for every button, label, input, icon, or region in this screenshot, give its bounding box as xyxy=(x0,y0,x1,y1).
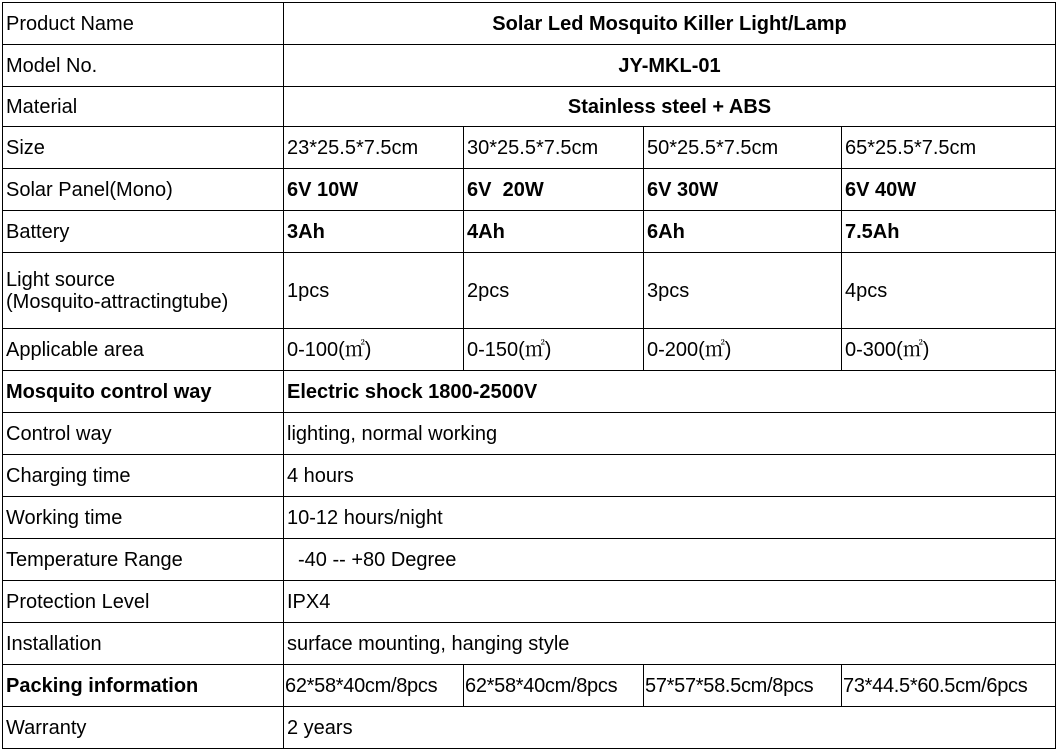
label-light-source-line2: (Mosquito-attractingtube) xyxy=(6,290,229,313)
value-light-source-2: 2pcs xyxy=(464,253,644,329)
row-warranty xyxy=(3,707,1056,749)
row-charging-time xyxy=(3,455,1056,497)
value-temperature: -40 -- +80 Degree xyxy=(284,539,1056,581)
value-battery-2: 4Ah xyxy=(464,211,644,253)
value-size-1: 23*25.5*7.5cm xyxy=(284,127,464,169)
label-light-source-line1: Light source xyxy=(6,268,115,291)
row-size xyxy=(3,127,1056,169)
label-working-time: Working time xyxy=(3,497,284,539)
row-material xyxy=(3,87,1056,127)
label-product-name: Product Name xyxy=(3,3,284,45)
label-applicable-area: Applicable area xyxy=(3,329,284,371)
row-packing xyxy=(3,665,1056,707)
value-size-2: 30*25.5*7.5cm xyxy=(464,127,644,169)
value-warranty: 2 years xyxy=(284,707,1056,749)
product-spec-table xyxy=(2,2,1056,749)
value-applicable-area-2: 0-150(㎡) xyxy=(464,329,644,371)
label-battery: Battery xyxy=(3,211,284,253)
value-solar-panel-1: 6V 10W xyxy=(284,169,464,211)
row-temperature xyxy=(3,539,1056,581)
value-installation: surface mounting, hanging style xyxy=(284,623,1056,665)
value-product-name: Solar Led Mosquito Killer Light/Lamp xyxy=(284,3,1056,45)
row-solar-panel xyxy=(3,169,1056,211)
label-installation: Installation xyxy=(3,623,284,665)
value-applicable-area-3: 0-200(㎡) xyxy=(644,329,842,371)
label-control-way: Control way xyxy=(3,413,284,455)
value-applicable-area-4: 0-300(㎡) xyxy=(842,329,1056,371)
value-model: JY-MKL-01 xyxy=(284,45,1056,87)
value-control-way: lighting, normal working xyxy=(284,413,1056,455)
value-material: Stainless steel + ABS xyxy=(284,87,1056,127)
row-working-time xyxy=(3,497,1056,539)
label-mosquito-control: Mosquito control way xyxy=(3,371,284,413)
value-applicable-area-1: 0-100(㎡) xyxy=(284,329,464,371)
value-light-source-1: 1pcs xyxy=(284,253,464,329)
label-light-source xyxy=(3,253,284,329)
value-battery-3: 6Ah xyxy=(644,211,842,253)
label-material: Material xyxy=(3,87,284,127)
value-charging-time: 4 hours xyxy=(284,455,1056,497)
row-applicable-area xyxy=(3,329,1056,371)
row-light-source xyxy=(3,253,1056,329)
value-packing-3: 57*57*58.5cm/8pcs xyxy=(644,665,842,707)
value-packing-4: 73*44.5*60.5cm/6pcs xyxy=(842,665,1056,707)
row-protection xyxy=(3,581,1056,623)
row-model xyxy=(3,45,1056,87)
value-mosquito-control: Electric shock 1800-2500V xyxy=(284,371,1056,413)
row-control-way xyxy=(3,413,1056,455)
label-solar-panel: Solar Panel(Mono) xyxy=(3,169,284,211)
label-size: Size xyxy=(3,127,284,169)
value-packing-2: 62*58*40cm/8pcs xyxy=(464,665,644,707)
row-battery xyxy=(3,211,1056,253)
value-light-source-3: 3pcs xyxy=(644,253,842,329)
value-size-4: 65*25.5*7.5cm xyxy=(842,127,1056,169)
row-product-name xyxy=(3,3,1056,45)
label-warranty: Warranty xyxy=(3,707,284,749)
value-working-time: 10-12 hours/night xyxy=(284,497,1056,539)
row-installation xyxy=(3,623,1056,665)
label-packing: Packing information xyxy=(3,665,284,707)
label-model: Model No. xyxy=(3,45,284,87)
value-solar-panel-4: 6V 40W xyxy=(842,169,1056,211)
label-protection: Protection Level xyxy=(3,581,284,623)
label-charging-time: Charging time xyxy=(3,455,284,497)
value-size-3: 50*25.5*7.5cm xyxy=(644,127,842,169)
value-solar-panel-3: 6V 30W xyxy=(644,169,842,211)
value-battery-4: 7.5Ah xyxy=(842,211,1056,253)
row-mosquito-control xyxy=(3,371,1056,413)
value-battery-1: 3Ah xyxy=(284,211,464,253)
label-temperature: Temperature Range xyxy=(3,539,284,581)
value-light-source-4: 4pcs xyxy=(842,253,1056,329)
value-packing-1: 62*58*40cm/8pcs xyxy=(284,665,464,707)
value-protection: IPX4 xyxy=(284,581,1056,623)
value-solar-panel-2: 6V 20W xyxy=(464,169,644,211)
